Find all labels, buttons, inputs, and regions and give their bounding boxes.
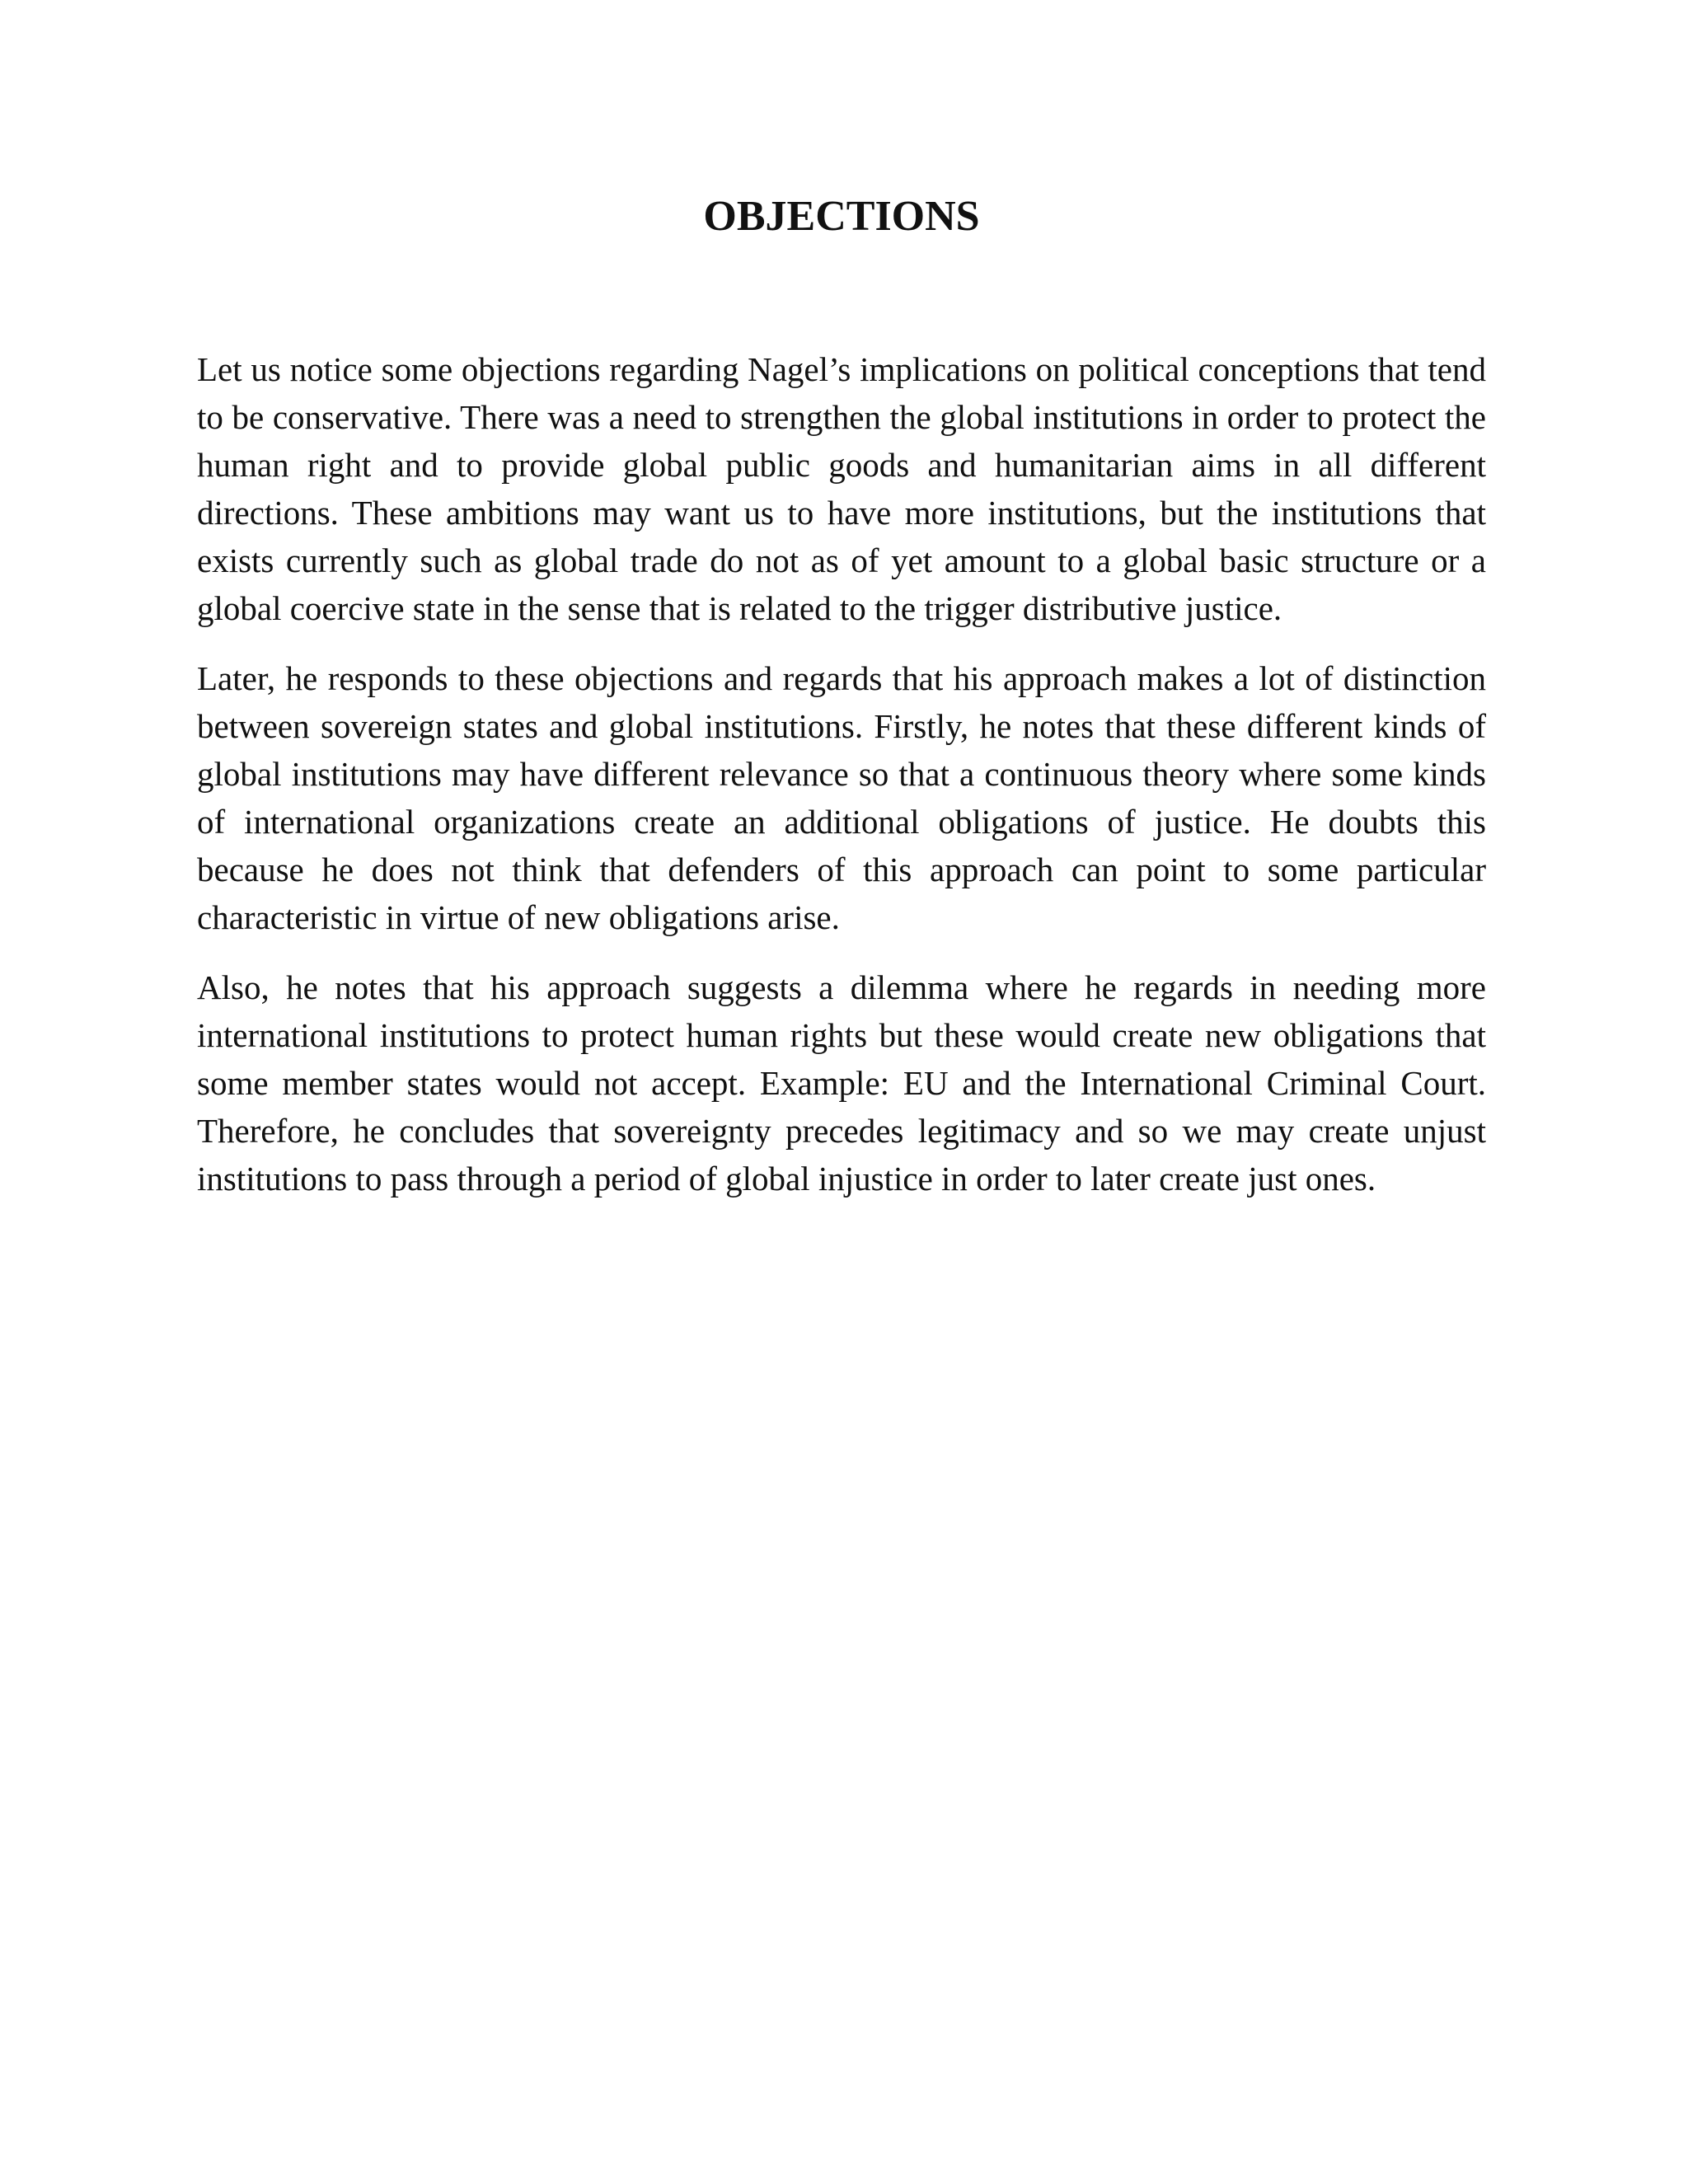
page-title: OBJECTIONS: [703, 193, 980, 240]
page-content: [197, 191, 1486, 1225]
paragraph-1: Let us notice some objections regarding Nagel’s implications on political conceptions that tend to be conservative. There was a need to strengthen the global institutions in order to protect the human right and to provide global public goods and humanitarian aims in all different directions. These ambitions may want us to have more institutions, but the institutions that exists currently such as global trade do not as of yet amount to a global basic structure or a global coercive state in the sense that is related to the trigger distributive justice.: [197, 350, 1486, 628]
paragraph-2: Later, he responds to these objections and regards that his approach makes a lot of distinction between sovereign states and global institutions. Firstly, he notes that these different kinds of global institutions may have different relevance so that a continuous theory where some kinds of international organizations create an additional obligations of justice. He doubts this because he does not think that defenders of this approach can point to some particular characteristic in virtue of new obligations arise.: [197, 659, 1486, 937]
paragraph-3: Also, he notes that his approach suggests a dilemma where he regards in needing more international institutions to protect human rights but these would create new obligations that some member states would not accept. Example: EU and the International Criminal Court. Therefore, he concludes that sovereignty precedes legitimacy and so we may create unjust institutions to pass through a period of global injustice in order to later create just ones.: [197, 968, 1486, 1198]
document-body: [197, 345, 1486, 1202]
